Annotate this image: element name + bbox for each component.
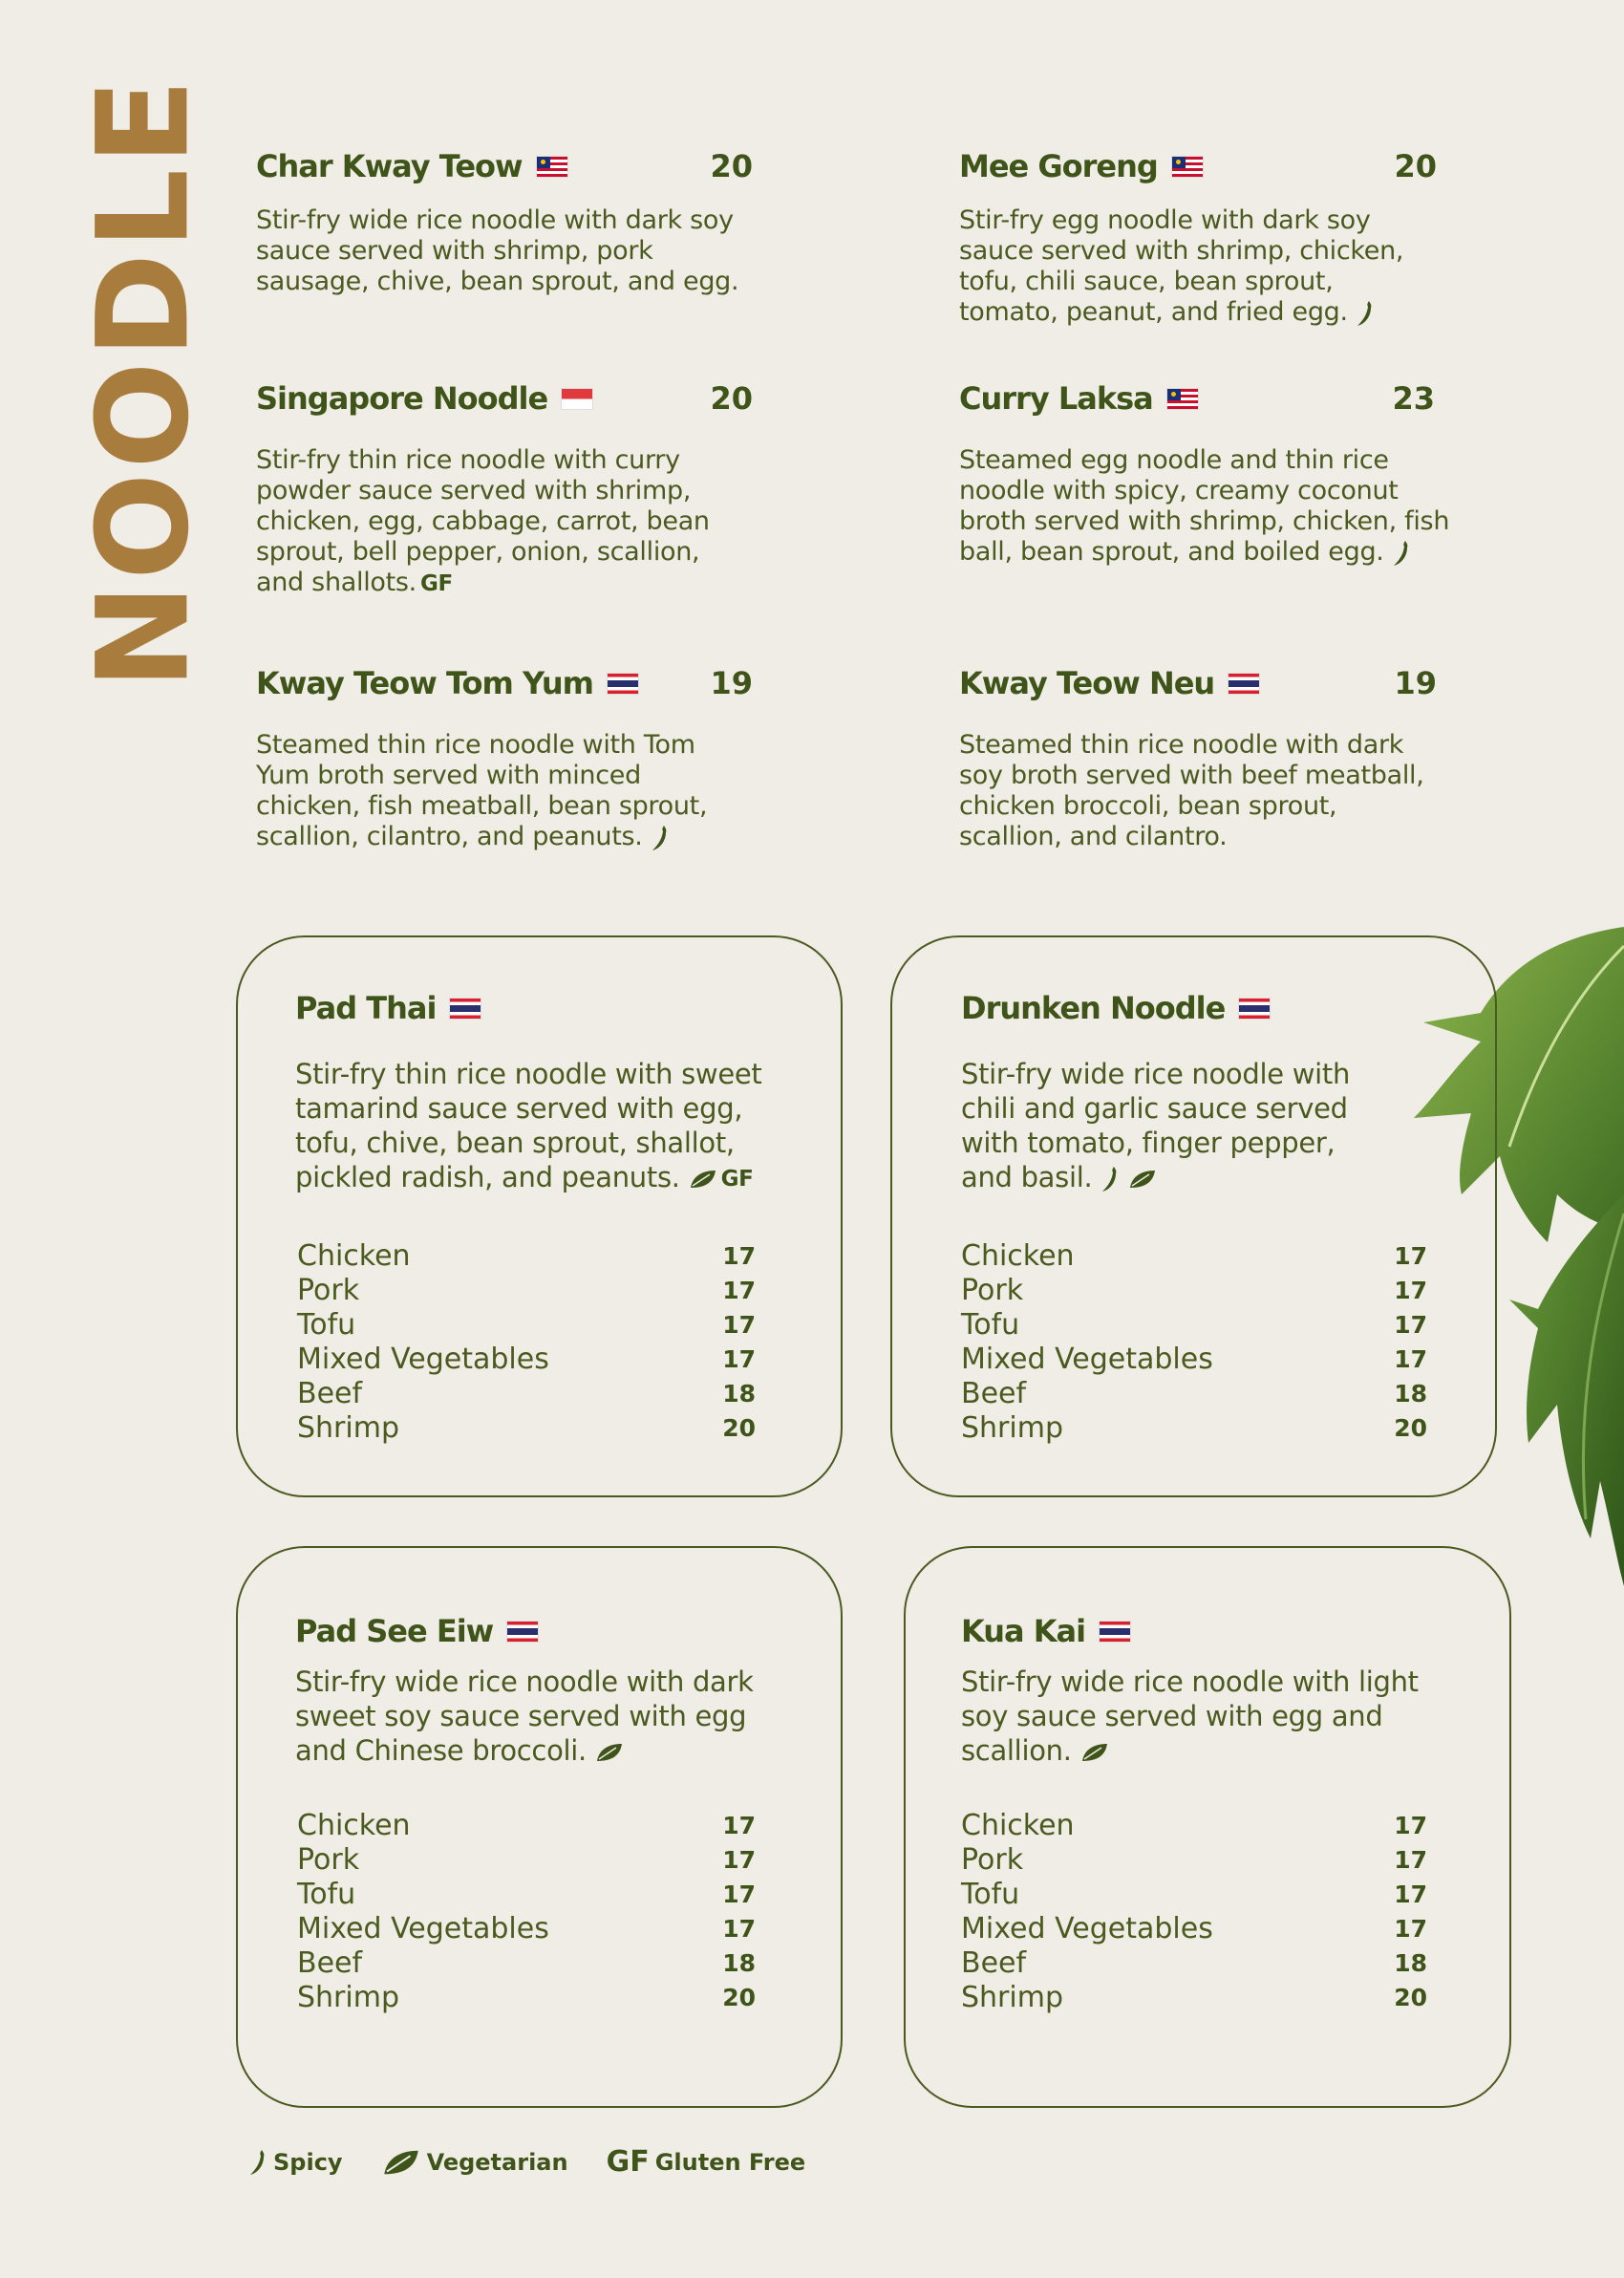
option-row bbox=[961, 1410, 1427, 1445]
thailand-flag-icon bbox=[1228, 673, 1260, 695]
option-row bbox=[961, 1273, 1427, 1307]
legend-vegetarian bbox=[381, 2148, 568, 2177]
option-name: Chicken bbox=[961, 1808, 1075, 1842]
option-row bbox=[297, 1911, 756, 1945]
option-price: 18 bbox=[1394, 1948, 1427, 1977]
option-row bbox=[297, 1808, 756, 1842]
option-name: Mixed Vegetables bbox=[961, 1342, 1213, 1376]
option-row bbox=[961, 1877, 1427, 1911]
thailand-flag-icon bbox=[449, 998, 481, 1020]
item-name: Kway Teow Neu bbox=[959, 665, 1215, 701]
item-description: Stir-fry egg noodle with dark soy sauce served with shrimp, chicken, tofu, chili sauce, bean sprout, tomato, peanut, and fried egg. bbox=[959, 205, 1404, 327]
option-row bbox=[961, 1307, 1427, 1342]
item-description: Stir-fry wide rice noodle with dark soy sauce served with shrimp, pork sausage, chive, bean sprout, and egg. bbox=[256, 205, 739, 296]
vegetarian-leaf-icon bbox=[595, 1742, 624, 1763]
legend-spicy-label: Spicy bbox=[273, 2148, 343, 2176]
vegetarian-leaf-icon bbox=[381, 2148, 421, 2177]
item-name: Mee Goreng bbox=[959, 148, 1158, 184]
option-name: Shrimp bbox=[297, 1410, 399, 1445]
option-price: 20 bbox=[1394, 1413, 1427, 1442]
option-row bbox=[297, 1273, 756, 1307]
gluten-free-mark: GF bbox=[419, 570, 453, 596]
options-list bbox=[297, 1238, 756, 1445]
option-price: 17 bbox=[1394, 1845, 1427, 1874]
option-price: 17 bbox=[1394, 1276, 1427, 1304]
thailand-flag-icon bbox=[506, 1621, 539, 1643]
option-row bbox=[961, 1945, 1427, 1980]
option-row bbox=[297, 1376, 756, 1410]
option-row bbox=[961, 1980, 1427, 2014]
option-name: Pork bbox=[961, 1842, 1024, 1877]
option-name: Beef bbox=[297, 1376, 363, 1410]
menu-card bbox=[236, 935, 843, 1497]
item-price: 23 bbox=[1392, 380, 1435, 417]
option-name: Chicken bbox=[297, 1238, 411, 1273]
singapore-flag-icon bbox=[561, 388, 593, 410]
vegetarian-leaf-icon bbox=[1080, 1742, 1109, 1763]
option-price: 17 bbox=[722, 1845, 756, 1874]
gluten-free-mark: GF bbox=[606, 2145, 650, 2179]
item-price: 20 bbox=[1394, 148, 1437, 184]
option-name: Beef bbox=[297, 1945, 363, 1980]
option-row bbox=[297, 1307, 756, 1342]
item-description: Steamed thin rice noodle with Tom Yum broth served with minced chicken, fish meatball, bean sprout, scallion, cilantro, and peanuts. bbox=[256, 730, 708, 851]
vegetarian-leaf-icon bbox=[1128, 1169, 1157, 1190]
section-title-text: NOODLE bbox=[70, 75, 217, 690]
option-name: Chicken bbox=[297, 1808, 411, 1842]
option-row bbox=[961, 1238, 1427, 1273]
menu-card bbox=[236, 1546, 843, 2108]
option-name: Pork bbox=[961, 1273, 1024, 1307]
option-row bbox=[297, 1842, 756, 1877]
options-list bbox=[961, 1238, 1427, 1445]
option-price: 20 bbox=[722, 1413, 756, 1442]
legend-gluten-free-label: Gluten Free bbox=[654, 2148, 806, 2176]
option-row bbox=[297, 1980, 756, 2014]
item-description: Steamed thin rice noodle with dark soy broth served with beef meatball, chicken broccoli, bean sprout, scallion, and cilantro. bbox=[959, 730, 1424, 851]
card-description: Stir-fry wide rice noodle with dark sweet soy sauce served with egg and Chinese broccoli. bbox=[295, 1666, 754, 1767]
option-name: Chicken bbox=[961, 1238, 1075, 1273]
item-description: Stir-fry thin rice noodle with curry powder sauce served with shrimp, chicken, egg, cabbage, carrot, bean sprout, bell pepper, onion, scallion, and shallots. bbox=[256, 445, 710, 597]
item-price: 19 bbox=[710, 665, 753, 701]
option-price: 17 bbox=[722, 1241, 756, 1270]
menu-item bbox=[256, 148, 753, 297]
option-price: 17 bbox=[722, 1310, 756, 1339]
legend bbox=[248, 2145, 834, 2179]
malaysia-flag-icon bbox=[1171, 156, 1204, 178]
option-name: Shrimp bbox=[961, 1410, 1063, 1445]
section-title bbox=[70, 75, 217, 690]
spicy-chili-icon bbox=[1100, 1165, 1120, 1193]
gluten-free-mark: GF bbox=[720, 1167, 754, 1192]
option-row bbox=[961, 1342, 1427, 1376]
option-price: 17 bbox=[722, 1880, 756, 1908]
item-description: Steamed egg noodle and thin rice noodle with spicy, creamy coconut broth served with shrimp, chicken, fish ball, bean sprout, and boiled egg. bbox=[959, 445, 1450, 567]
legend-spicy bbox=[248, 2148, 343, 2177]
menu-item bbox=[256, 665, 753, 852]
malaysia-flag-icon bbox=[1166, 388, 1199, 410]
option-name: Mixed Vegetables bbox=[961, 1911, 1213, 1945]
menu-item bbox=[959, 665, 1437, 852]
item-price: 19 bbox=[1394, 665, 1437, 701]
thailand-flag-icon bbox=[1238, 998, 1271, 1020]
option-name: Tofu bbox=[961, 1307, 1020, 1342]
item-name: Kway Teow Tom Yum bbox=[256, 665, 593, 701]
item-name: Char Kway Teow bbox=[256, 148, 523, 184]
spicy-chili-icon bbox=[651, 824, 670, 852]
option-row bbox=[297, 1342, 756, 1376]
option-row bbox=[297, 1945, 756, 1980]
option-price: 20 bbox=[1394, 1983, 1427, 2011]
option-price: 17 bbox=[722, 1276, 756, 1304]
option-name: Beef bbox=[961, 1376, 1027, 1410]
menu-card bbox=[904, 1546, 1511, 2108]
legend-gluten-free bbox=[607, 2145, 806, 2179]
option-price: 17 bbox=[1394, 1914, 1427, 1943]
card-name: Kua Kai bbox=[961, 1613, 1086, 1649]
option-row bbox=[961, 1808, 1427, 1842]
menu-item bbox=[959, 380, 1456, 568]
option-price: 17 bbox=[1394, 1344, 1427, 1373]
menu-card bbox=[890, 935, 1497, 1497]
option-row bbox=[961, 1376, 1427, 1410]
option-name: Mixed Vegetables bbox=[297, 1911, 549, 1945]
option-price: 17 bbox=[1394, 1811, 1427, 1839]
option-price: 18 bbox=[1394, 1379, 1427, 1408]
option-name: Tofu bbox=[297, 1307, 356, 1342]
option-price: 20 bbox=[722, 1983, 756, 2011]
option-price: 17 bbox=[1394, 1880, 1427, 1908]
item-price: 20 bbox=[710, 380, 753, 417]
option-name: Tofu bbox=[297, 1877, 356, 1911]
option-row bbox=[297, 1410, 756, 1445]
option-price: 17 bbox=[722, 1344, 756, 1373]
malaysia-flag-icon bbox=[536, 156, 568, 178]
option-row bbox=[961, 1842, 1427, 1877]
vegetarian-leaf-icon bbox=[689, 1169, 717, 1190]
spicy-chili-icon bbox=[1356, 299, 1375, 328]
option-name: Shrimp bbox=[961, 1980, 1063, 2014]
thailand-flag-icon bbox=[607, 673, 639, 695]
card-name: Drunken Noodle bbox=[961, 990, 1226, 1026]
option-name: Tofu bbox=[961, 1877, 1020, 1911]
option-name: Mixed Vegetables bbox=[297, 1342, 549, 1376]
item-name: Singapore Noodle bbox=[256, 380, 548, 417]
option-name: Pork bbox=[297, 1273, 360, 1307]
option-price: 17 bbox=[1394, 1241, 1427, 1270]
card-description: Stir-fry wide rice noodle with light soy sauce served with egg and scallion. bbox=[961, 1666, 1419, 1767]
item-name: Curry Laksa bbox=[959, 380, 1153, 417]
menu-item bbox=[256, 380, 753, 599]
options-list bbox=[961, 1808, 1427, 2014]
thailand-flag-icon bbox=[1099, 1621, 1131, 1643]
card-description: Stir-fry thin rice noodle with sweet tamarind sauce served with egg, tofu, chive, bean sprout, shallot, pickled radish, and peanuts. bbox=[295, 1058, 762, 1193]
options-list bbox=[297, 1808, 756, 2014]
option-price: 17 bbox=[722, 1914, 756, 1943]
option-price: 18 bbox=[722, 1948, 756, 1977]
menu-item bbox=[959, 148, 1437, 328]
card-name: Pad Thai bbox=[295, 990, 437, 1026]
option-price: 17 bbox=[722, 1811, 756, 1839]
option-name: Pork bbox=[297, 1842, 360, 1877]
option-row bbox=[297, 1238, 756, 1273]
option-row bbox=[297, 1877, 756, 1911]
card-description: Stir-fry wide rice noodle with chili and garlic sauce served with tomato, finger pepper, and basil. bbox=[961, 1058, 1351, 1193]
legend-vegetarian-label: Vegetarian bbox=[426, 2148, 568, 2176]
spicy-chili-icon bbox=[248, 2148, 267, 2177]
option-name: Shrimp bbox=[297, 1980, 399, 2014]
option-price: 18 bbox=[722, 1379, 756, 1408]
option-name: Beef bbox=[961, 1945, 1027, 1980]
option-row bbox=[961, 1911, 1427, 1945]
option-price: 17 bbox=[1394, 1310, 1427, 1339]
spicy-chili-icon bbox=[1392, 539, 1411, 568]
item-price: 20 bbox=[710, 148, 753, 184]
card-name: Pad See Eiw bbox=[295, 1613, 494, 1649]
